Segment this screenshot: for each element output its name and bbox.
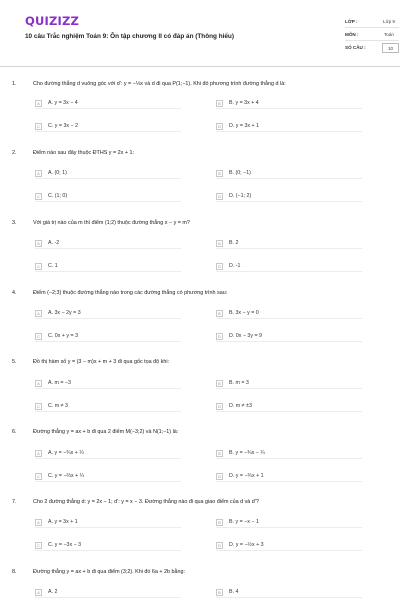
choice-letter-badge: C — [35, 542, 42, 549]
worksheet-header — [12, 0, 395, 66]
choice-letter-badge: C — [35, 193, 42, 200]
choice-text: A. y = 3x − 4 — [48, 100, 78, 106]
question-text: Cho 2 đường thẳng d: y = 2x − 1; d': y = x − 3. Đường thẳng nào đi qua giao điểm của d và d'? — [33, 499, 259, 505]
meta-class-label: LỚP : — [345, 18, 358, 24]
choice-b[interactable] — [216, 168, 362, 179]
question-number: 2. — [12, 150, 17, 156]
choice-b[interactable] — [216, 98, 362, 109]
question-number: 6. — [12, 429, 17, 435]
choice-text: A. 2 — [48, 589, 58, 595]
choice-text: A. (0; 1) — [48, 170, 67, 176]
choice-c[interactable] — [35, 121, 181, 132]
choice-a[interactable] — [35, 308, 181, 319]
question-text: Đồ thị hàm số y = (3 − m)x + m + 3 đi qua gốc tọa độ khi: — [33, 359, 170, 365]
choice-a[interactable] — [35, 98, 181, 109]
meta-subject-label: MÔN : — [345, 31, 359, 37]
choice-b[interactable] — [216, 378, 362, 389]
choice-d[interactable] — [216, 331, 362, 342]
choice-text: A. m = −3 — [48, 380, 71, 386]
choice-letter-badge: B — [216, 589, 223, 596]
choice-text: C. 1 — [48, 263, 58, 269]
choice-text: A. y = −¾x + ¼ — [48, 450, 84, 456]
meta-class-value: Lớp 9 — [383, 18, 395, 24]
choice-letter-badge: B — [216, 380, 223, 387]
choice-text: C. (1; 0) — [48, 193, 68, 199]
choice-b[interactable] — [216, 308, 362, 319]
question-number: 8. — [12, 569, 17, 575]
question-3 — [12, 219, 388, 269]
choice-b[interactable] — [216, 238, 362, 249]
choice-text: C. y = 3x − 2 — [48, 123, 79, 129]
choice-a[interactable] — [35, 168, 181, 179]
question-2 — [12, 149, 388, 199]
question-text: Điểm nào sau đây thuộc ĐTHS y = 2x + 1: — [33, 150, 134, 156]
choice-letter-badge: D — [216, 542, 223, 549]
choice-text: C. y = −⅔x + ¼ — [48, 473, 85, 479]
question-header — [12, 289, 388, 297]
choice-text: B. m = 3 — [229, 380, 249, 386]
choice-text: C. 0x + y = 3 — [48, 333, 79, 339]
question-text: Đường thẳng y = ax + b đi qua điểm (3;2). Khi đó 6a + 2b bằng: — [33, 569, 186, 575]
question-1 — [12, 80, 388, 129]
question-header — [12, 428, 388, 436]
worksheet-meta — [345, 15, 399, 54]
choice-c[interactable] — [35, 401, 181, 412]
question-7 — [12, 498, 388, 548]
choice-letter-badge: B — [216, 310, 223, 317]
choice-text: D. (−1; 2) — [229, 193, 252, 199]
choice-b[interactable] — [216, 587, 362, 598]
choice-letter-badge: C — [35, 473, 42, 480]
choice-text: B. 3x − y = 0 — [229, 310, 259, 316]
choice-d[interactable] — [216, 121, 362, 132]
question-text: Đường thẳng y = ax + b đi qua 2 điểm M(−3;2) và N(1;−1) là: — [33, 429, 179, 435]
choice-a[interactable] — [35, 517, 181, 528]
choice-a[interactable] — [35, 378, 181, 389]
choice-text: A. y = 3x + 1 — [48, 519, 78, 525]
question-5 — [12, 358, 388, 409]
choice-letter-badge: B — [216, 519, 223, 526]
choice-letter-badge: C — [35, 333, 42, 340]
choice-letter-badge: C — [35, 263, 42, 270]
choice-letter-badge: D — [216, 193, 223, 200]
question-number: 3. — [12, 220, 17, 226]
choice-letter-badge: A — [35, 450, 42, 457]
choice-c[interactable] — [35, 331, 181, 342]
question-header — [12, 80, 388, 88]
choice-text: A. -2 — [48, 240, 60, 246]
choice-c[interactable] — [35, 261, 181, 272]
question-header — [12, 498, 388, 506]
question-text: Với giá trị nào của m thì điểm (1;2) thuộc đường thẳng x − y = m? — [33, 220, 190, 226]
choice-text: D. m ≠ ±3 — [229, 403, 252, 409]
choice-d[interactable] — [216, 540, 362, 551]
choice-text: B. y = −x − 1 — [229, 519, 259, 525]
question-header — [12, 568, 388, 576]
choice-text: B. (0; −1) — [229, 170, 251, 176]
choice-letter-badge: A — [35, 589, 42, 596]
meta-count-label: SỐ CÂU : — [345, 45, 366, 50]
choice-letter-badge: A — [35, 240, 42, 247]
choice-text: B. 4 — [229, 589, 239, 595]
choice-text: D. 0x − 3y = 9 — [229, 333, 262, 339]
choice-text: C. y = −3x − 3 — [48, 542, 82, 548]
choice-text: D. -1 — [229, 263, 241, 269]
choice-letter-badge: D — [216, 123, 223, 130]
choice-text: B. y = −¾x − ¼ — [229, 450, 265, 456]
choice-letter-badge: A — [35, 100, 42, 107]
choice-text: B. y = 3x + 4 — [229, 100, 259, 106]
choice-c[interactable] — [35, 540, 181, 551]
question-number: 1. — [12, 81, 17, 87]
question-number: 4. — [12, 290, 17, 296]
choice-text: B. 2 — [229, 240, 239, 246]
choice-letter-badge: B — [216, 240, 223, 247]
choice-d[interactable] — [216, 401, 362, 412]
meta-count-value: 10 — [382, 43, 399, 53]
question-4 — [12, 289, 388, 339]
choice-letter-badge: A — [35, 170, 42, 177]
question-header — [12, 149, 388, 157]
choice-letter-badge: D — [216, 333, 223, 340]
choice-text: D. y = −½x + 3 — [229, 542, 264, 548]
choice-letter-badge: B — [216, 170, 223, 177]
choice-text: D. y = 3x + 1 — [229, 123, 260, 129]
choice-letter-badge: D — [216, 473, 223, 480]
meta-class-row — [345, 15, 399, 28]
choice-text: C. m ≠ 3 — [48, 403, 68, 409]
choice-c[interactable] — [35, 191, 181, 202]
choice-a[interactable] — [35, 448, 181, 459]
choice-letter-badge: A — [35, 310, 42, 317]
quizizz-logo: QUIZIZZ — [25, 14, 80, 28]
worksheet-title: 10 câu Trắc nghiệm Toán 9: Ôn tập chương II có đáp án (Thông hiểu) — [25, 33, 234, 40]
choice-d[interactable] — [216, 471, 362, 482]
question-text: Cho đường thẳng d vuông góc với d': y = −⅓x và d đi qua P(1;−1). Khi đó phương trình đường thẳng d là: — [33, 81, 286, 87]
question-header — [12, 219, 388, 227]
question-number: 5. — [12, 359, 17, 365]
choice-letter-badge: C — [35, 123, 42, 130]
choice-letter-badge: A — [35, 380, 42, 387]
question-text: Điểm (−2;3) thuộc đường thẳng nào trong các đường thẳng có phương trình sau: — [33, 290, 228, 296]
choice-d[interactable] — [216, 261, 362, 272]
choice-letter-badge: C — [35, 403, 42, 410]
meta-subject-value: Toán — [384, 31, 394, 37]
choice-letter-badge: A — [35, 519, 42, 526]
meta-count-row — [345, 41, 399, 54]
choice-text: A. 3x − 2y = 3 — [48, 310, 81, 316]
choice-d[interactable] — [216, 191, 362, 202]
choice-letter-badge: D — [216, 263, 223, 270]
choice-letter-badge: B — [216, 100, 223, 107]
meta-subject-row — [345, 28, 399, 41]
question-8 — [12, 568, 388, 595]
choice-a[interactable] — [35, 238, 181, 249]
choice-text: D. y = −¾x + 1 — [229, 473, 264, 479]
choice-letter-badge: D — [216, 403, 223, 410]
choice-b[interactable] — [216, 517, 362, 528]
choice-a[interactable] — [35, 587, 181, 598]
question-header — [12, 358, 388, 366]
question-number: 7. — [12, 499, 17, 505]
header-divider — [0, 66, 400, 67]
choice-b[interactable] — [216, 448, 362, 459]
choice-letter-badge: B — [216, 450, 223, 457]
choice-c[interactable] — [35, 471, 181, 482]
question-6 — [12, 428, 388, 479]
